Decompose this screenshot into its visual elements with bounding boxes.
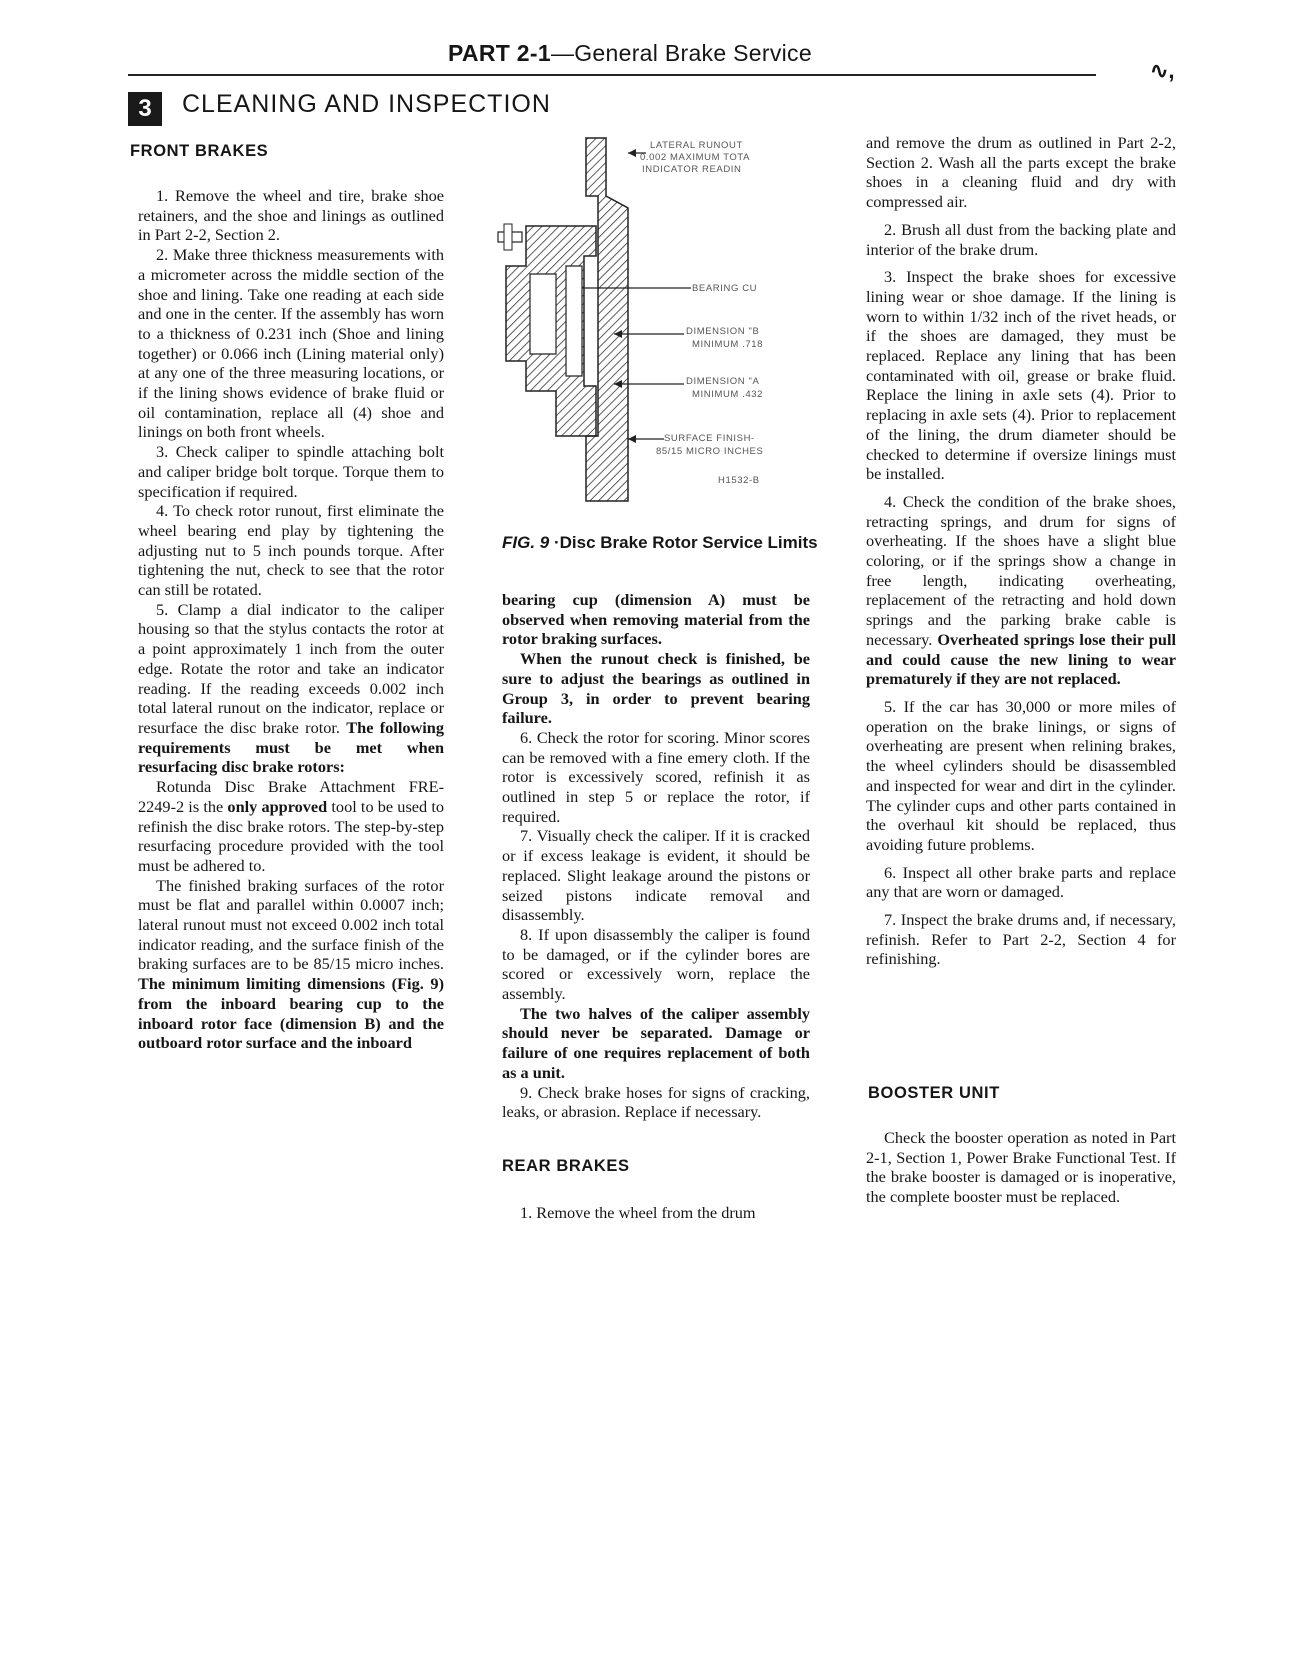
dim-b-label-2: MINIMUM .718: [692, 339, 764, 350]
rotor-diagram: [496, 136, 826, 516]
front-step-7: 7. Visually check the caliper. If it is cracked or if excess leakage is evident, it should be replaced. Slight leakage around the pistons or seized pistons indicate removal and disassembly.: [502, 826, 810, 925]
runout-label-1: LATERAL RUNOUT: [650, 140, 743, 151]
front-step-6: 6. Check the rotor for scoring. Minor scores can be removed with a fine emery cloth. If the rotor is excessively scored, refinish it as outlined in step 5 or replace the rotor, if required.: [502, 727, 810, 826]
figure-number: FIG. 9: [502, 533, 550, 552]
front-step-5-text: 5. Clamp a dial indicator to the caliper housing so that the stylus contacts the rotor at a point approximately 1 inch from the outer edge. Rotate the rotor and take an indicator reading. If the reading exceeds 0.002 inch total lateral runout on the indicator, replace or resurface the disc brake rotor.: [138, 599, 444, 737]
front-brakes-heading: FRONT BRAKES: [130, 142, 269, 160]
front-step-3: 3. Check caliper to spindle attaching bolt and caliper bridge bolt torque. Torque them to specification if required.: [138, 442, 444, 501]
rotunda-paragraph: [138, 777, 444, 876]
runout-finished-paragraph: When the runout check is finished, be sure to adjust the bearings as outlined in Group 3, in order to prevent bearing failure.: [502, 649, 810, 728]
dim-a-label-1: DIMENSION "A: [686, 376, 760, 387]
runout-label-3: INDICATOR READIN: [642, 164, 742, 175]
front-step-4: 4. To check rotor runout, first eliminate the wheel bearing end play by tightening the adjusting nut to 5 inch pounds torque. After tightening the nut, check to see that the rotor can still be rotated.: [138, 501, 444, 600]
figure-caption-text: ·Disc Brake Rotor Service Limits: [553, 533, 818, 552]
rear-step-1: 1. Remove the wheel from the drum: [520, 1203, 756, 1222]
rear-step-4: [866, 492, 1176, 689]
booster-unit-heading: BOOSTER UNIT: [868, 1084, 1000, 1102]
booster-column: [866, 1128, 1176, 1207]
caliper-halves-paragraph: The two halves of the caliper assembly should never be separated. Damage or failure of one requires replacement of both as a unit.: [502, 1003, 810, 1082]
rear-step-6: 6. Inspect all other brake parts and replace any that are worn or damaged.: [866, 862, 1176, 902]
rear-step-1-wrap: [502, 1203, 810, 1223]
dim-b-label-1: DIMENSION "B: [686, 326, 760, 337]
front-step-5-bold: The following requirements must be met when resurfacing disc brake rotors:: [138, 717, 444, 777]
rear-step-4-text: 4. Check the condition of the brake shoes, retracting springs, and drum for signs of overheating. If the shoes have a slight blue coloring, or if the springs show a change in free length, indicating overheating, replacement of the retracting and hold down springs and the parking brake cable is necessary.: [866, 491, 1176, 649]
front-step-2: 2. Make three thickness measurements with a micrometer across the middle section of the shoe and lining. Take one reading at each side and one in the center. If the assembly has worn to a thickness of 0.231 inch (Shoe and lining together) or 0.066 inch (Lining material only) at any one of the three measuring locations, or if the lining shows evidence of brake fluid or oil contamination, replace all (4) shoe and linings on both front wheels.: [138, 245, 444, 442]
surface-label-1: SURFACE FINISH-: [664, 433, 755, 444]
rear-step-7: 7. Inspect the brake drums and, if necessary, refinish. Refer to Part 2-2, Section 4 for refinishing.: [866, 910, 1176, 969]
header-rule: [128, 74, 1096, 76]
surface-arrow: [628, 435, 636, 443]
surface-label-2: 85/15 MICRO INCHES: [656, 446, 764, 457]
rotor-cross-section: [496, 136, 826, 516]
right-column: [866, 133, 1176, 969]
rear-step-2: 2. Brush all dust from the backing plate and interior of the brake drum.: [866, 219, 1176, 259]
bearing-cup-paragraph: bearing cup (dimension A) must be observed when removing material from the rotor braking surfaces.: [502, 590, 810, 649]
header-title: —General Brake Service: [550, 40, 812, 66]
front-step-8: 8. If upon disassembly the caliper is found to be damaged, or if the cylinder bores are scored or excessively worn, replace the assembly.: [502, 924, 810, 1004]
rotunda-tail: tool to be used to refinish the disc brake rotors. The step-by-step resurfacing procedure provided with the tool must be adhered to.: [138, 796, 444, 875]
bearing-label: BEARING CU: [692, 283, 758, 294]
runout-arrow: [628, 149, 636, 157]
page-header: [448, 40, 812, 67]
rear-step-1-continued: and remove the drum as outlined in Part 2-2, Section 2. Wash all the parts except the brake shoes in a cleaning fluid and dry with compressed air.: [866, 133, 1176, 212]
rear-step-3: 3. Inspect the brake shoes for excessive lining wear or shoe damage. If the lining is worn to within 1/32 inch of the rivet heads, or if the shoes are damaged, they must be replaced. Replace any lining that has been contaminated with oil, grease or brake fluid. Replace the lining in axle sets (4). Prior to replacing in axle sets (4). Prior to replacement of the lining, the drum diameter should be checked to determine if oversize linings must be installed.: [866, 267, 1176, 484]
header-part: PART 2-1: [448, 40, 551, 66]
rotor-disc: [586, 138, 628, 501]
page-mark: ∿,: [1150, 58, 1175, 83]
bearing-cup: [566, 266, 582, 376]
rear-step-5: 5. If the car has 30,000 or more miles of operation on the brake linings, or signs of overheating are present when relining brakes, the wheel cylinders should be disassembled and inspected for wear and dirt in the cylinder. The cylinder cups and other parts contained in the overhaul kit should be replaced, thus avoiding future problems.: [866, 696, 1176, 854]
bearing-bore: [530, 274, 556, 354]
front-step-1: 1. Remove the wheel and tire, brake shoe retainers, and the shoe and linings as outlined in Part 2-2, Section 2.: [138, 186, 444, 245]
figure-code: H1532-B: [718, 475, 760, 486]
rear-step-4-bold: Overheated springs lose their pull and could cause the new lining to wear prematurely if they are not replaced.: [866, 629, 1176, 689]
dim-a-label-2: MINIMUM .432: [692, 389, 764, 400]
figure-caption: [502, 533, 822, 553]
stud-head: [504, 224, 512, 250]
rotunda-bold: only approved: [227, 796, 328, 816]
finished-surfaces-paragraph: [138, 876, 444, 1053]
finished-bold: The minimum limiting dimensions (Fig. 9) from the inboard bearing cup to the inboard rotor face (dimension B) and the outboard rotor surface and the inboard: [138, 974, 444, 1053]
rotunda-text: Rotunda Disc Brake Attachment FRE-2249-2 is the: [138, 777, 444, 816]
section-title: CLEANING AND INSPECTION: [182, 90, 551, 118]
front-step-9: 9. Check brake hoses for signs of cracking, leaks, or abrasion. Replace if necessary.: [502, 1082, 810, 1122]
left-column: [138, 186, 444, 1053]
runout-label-2: 0.002 MAXIMUM TOTA: [640, 152, 751, 163]
booster-paragraph: Check the booster operation as noted in Part 2-1, Section 1, Power Brake Functional Test. If the brake booster is damaged or is inoperative, the complete booster must be replaced.: [866, 1128, 1176, 1207]
middle-column: [502, 590, 810, 1122]
section-number-badge: 3: [128, 92, 162, 126]
rear-brakes-heading: REAR BRAKES: [502, 1157, 630, 1175]
front-step-5: [138, 600, 444, 777]
finished-text: The finished braking surfaces of the rotor must be flat and parallel within 0.0007 inch; lateral runout must not exceed 0.002 inch total indicator reading, and the surface finish of the braking surfaces are to be 85/15 micro inches.: [138, 875, 444, 974]
